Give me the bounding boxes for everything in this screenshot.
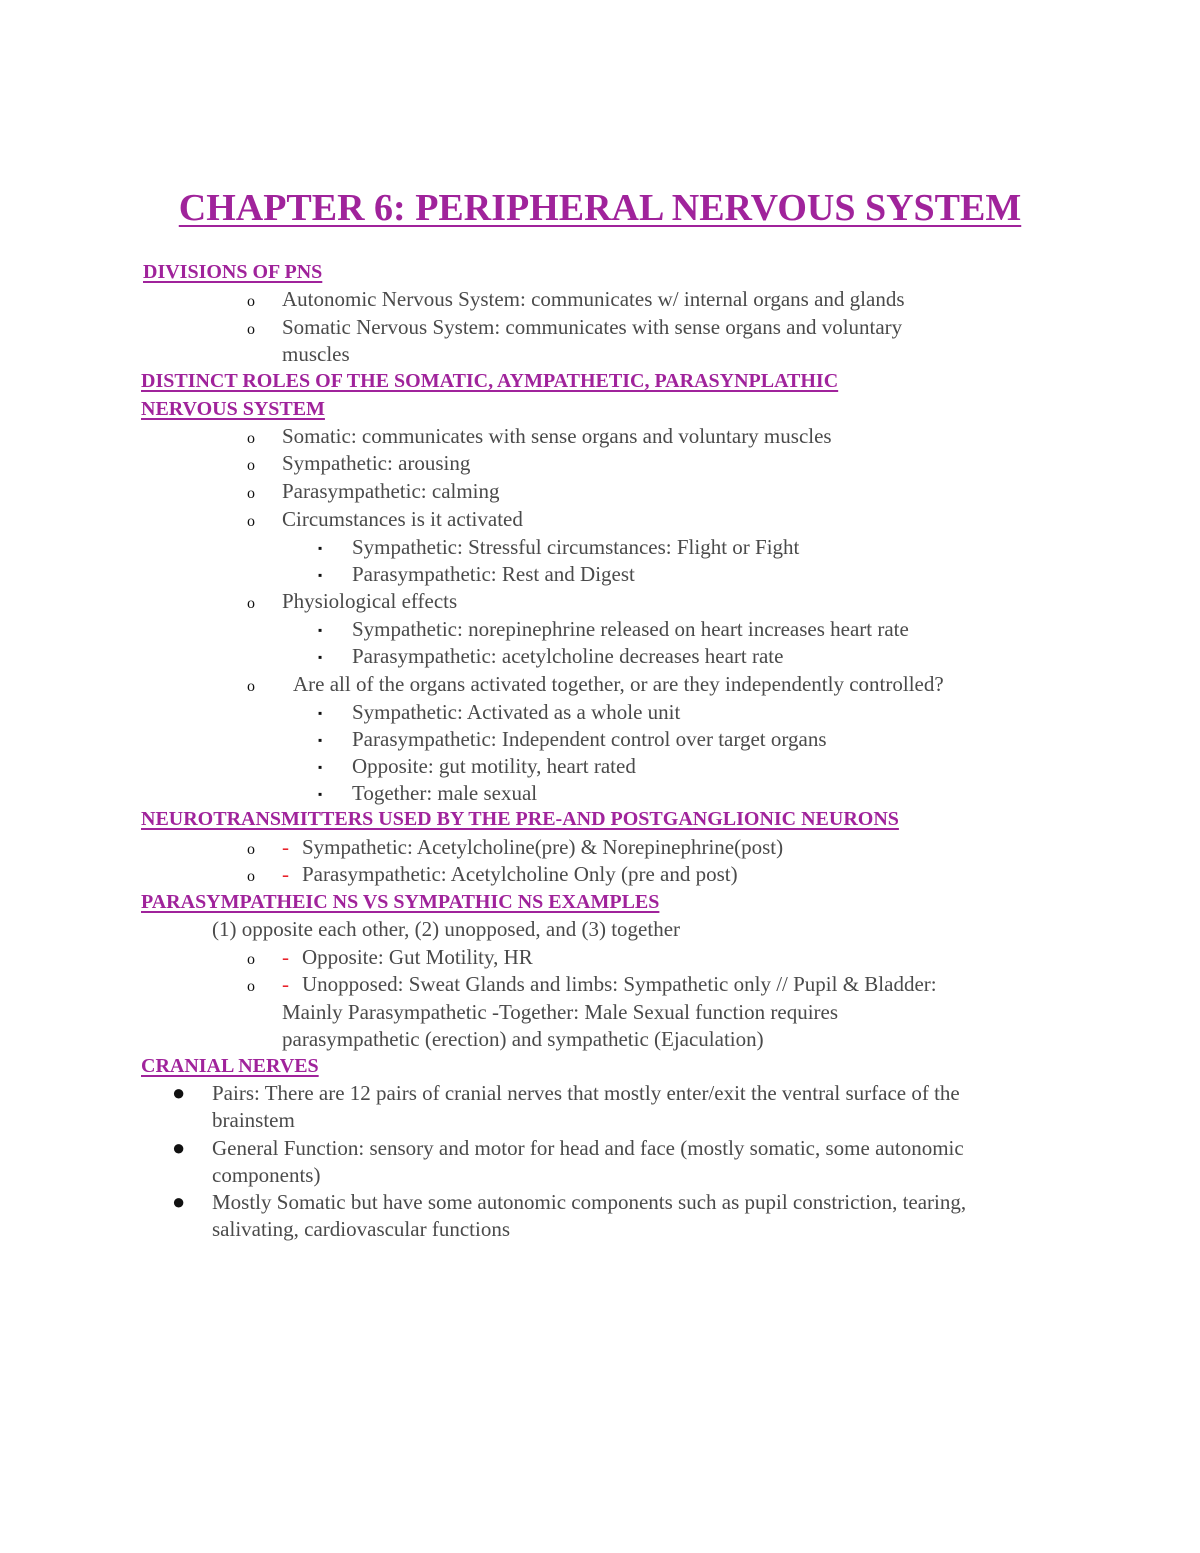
list-item: Somatic: communicates with sense organs and voluntary muscles [282,424,832,448]
list-item: Parasympathetic: calming [282,479,500,503]
list-item: Parasympathetic: Acetylcholine Only (pre and post) [302,862,738,886]
sub-list-item: Parasympathetic: Rest and Digest [352,562,635,586]
dot-bullet: ● [172,1080,186,1105]
circle-bullet: o [247,485,255,502]
square-bullet: ▪ [318,760,323,774]
list-item: Physiological effects [282,589,458,613]
square-bullet: ▪ [318,706,323,720]
dash-marker: - [282,945,289,969]
list-item-continuation: parasympathetic (erection) and sympathetic (Ejaculation) [282,1027,764,1051]
list-item-continuation: brainstem [212,1108,295,1132]
square-bullet: ▪ [318,568,323,582]
sub-list-item: Sympathetic: Activated as a whole unit [352,700,681,724]
dot-bullet: ● [172,1135,186,1160]
circle-bullet: o [247,595,255,612]
dash-marker: - [282,862,289,886]
circle-bullet: o [247,951,255,968]
square-bullet: ▪ [318,623,323,637]
heading-cranial: CRANIAL NERVES [141,1055,319,1077]
heading-divisions: DIVISIONS OF PNS [143,261,323,283]
dash-marker: - [282,972,289,996]
sub-list-item: Parasympathetic: acetylcholine decreases heart rate [352,644,784,668]
list-item: Sympathetic: Acetylcholine(pre) & Norepinephrine(post) [302,835,784,859]
heading-neurotransmitters: NEUROTRANSMITTERS USED BY THE PRE-AND POSTGANGLIONIC NEURONS [141,808,899,830]
list-item: Mostly Somatic but have some autonomic components such as pupil constriction, tearing, [212,1190,967,1214]
circle-bullet: o [247,457,255,474]
square-bullet: ▪ [318,650,323,664]
dot-bullet: ● [172,1189,186,1214]
list-item-continuation: muscles [282,342,350,366]
examples-intro: (1) opposite each other, (2) unopposed, and (3) together [212,917,681,941]
sub-list-item: Sympathetic: Stressful circumstances: Flight or Fight [352,535,800,559]
list-item: Sympathetic: arousing [282,451,471,475]
circle-bullet: o [247,978,255,995]
list-item: Autonomic Nervous System: communicates w/ internal organs and glands [282,287,905,311]
dash-marker: - [282,835,289,859]
circle-bullet: o [247,293,255,310]
list-item: General Function: sensory and motor for head and face (mostly somatic, some autonomic [212,1136,964,1160]
circle-bullet: o [247,868,255,885]
list-item: Are all of the organs activated together, or are they independently controlled? [293,672,944,696]
heading-roles-line1: DISTINCT ROLES OF THE SOMATIC, AYMPATHETIC, PARASYNPLATHIC [141,370,839,392]
list-item: Somatic Nervous System: communicates with sense organs and voluntary [282,315,903,339]
circle-bullet: o [247,841,255,858]
sub-list-item: Sympathetic: norepinephrine released on heart increases heart rate [352,617,909,641]
heading-roles-line2: NERVOUS SYSTEM [141,398,325,420]
list-item: Circumstances is it activated [282,507,523,531]
list-item: Opposite: Gut Motility, HR [302,945,533,969]
sub-list-item: Opposite: gut motility, heart rated [352,754,636,778]
circle-bullet: o [247,513,255,530]
page-title: CHAPTER 6: PERIPHERAL NERVOUS SYSTEM [178,187,1022,229]
list-item: Pairs: There are 12 pairs of cranial nerves that mostly enter/exit the ventral surface of the [212,1081,960,1105]
circle-bullet: o [247,321,255,338]
square-bullet: ▪ [318,541,323,555]
list-item-continuation: components) [212,1163,321,1187]
heading-examples: PARASYMPATHEIC NS VS SYMPATHIC NS EXAMPLES [141,891,660,913]
sub-list-item: Parasympathetic: Independent control over target organs [352,727,827,751]
list-item: Unopposed: Sweat Glands and limbs: Sympathetic only // Pupil & Bladder: [302,972,937,996]
circle-bullet: o [247,678,255,695]
list-item-continuation: Mainly Parasympathetic -Together: Male Sexual function requires [282,1000,839,1024]
circle-bullet: o [247,430,255,447]
square-bullet: ▪ [318,733,323,747]
sub-list-item: Together: male sexual [352,781,538,805]
list-item-continuation: salivating, cardiovascular functions [212,1217,510,1241]
square-bullet: ▪ [318,787,323,801]
